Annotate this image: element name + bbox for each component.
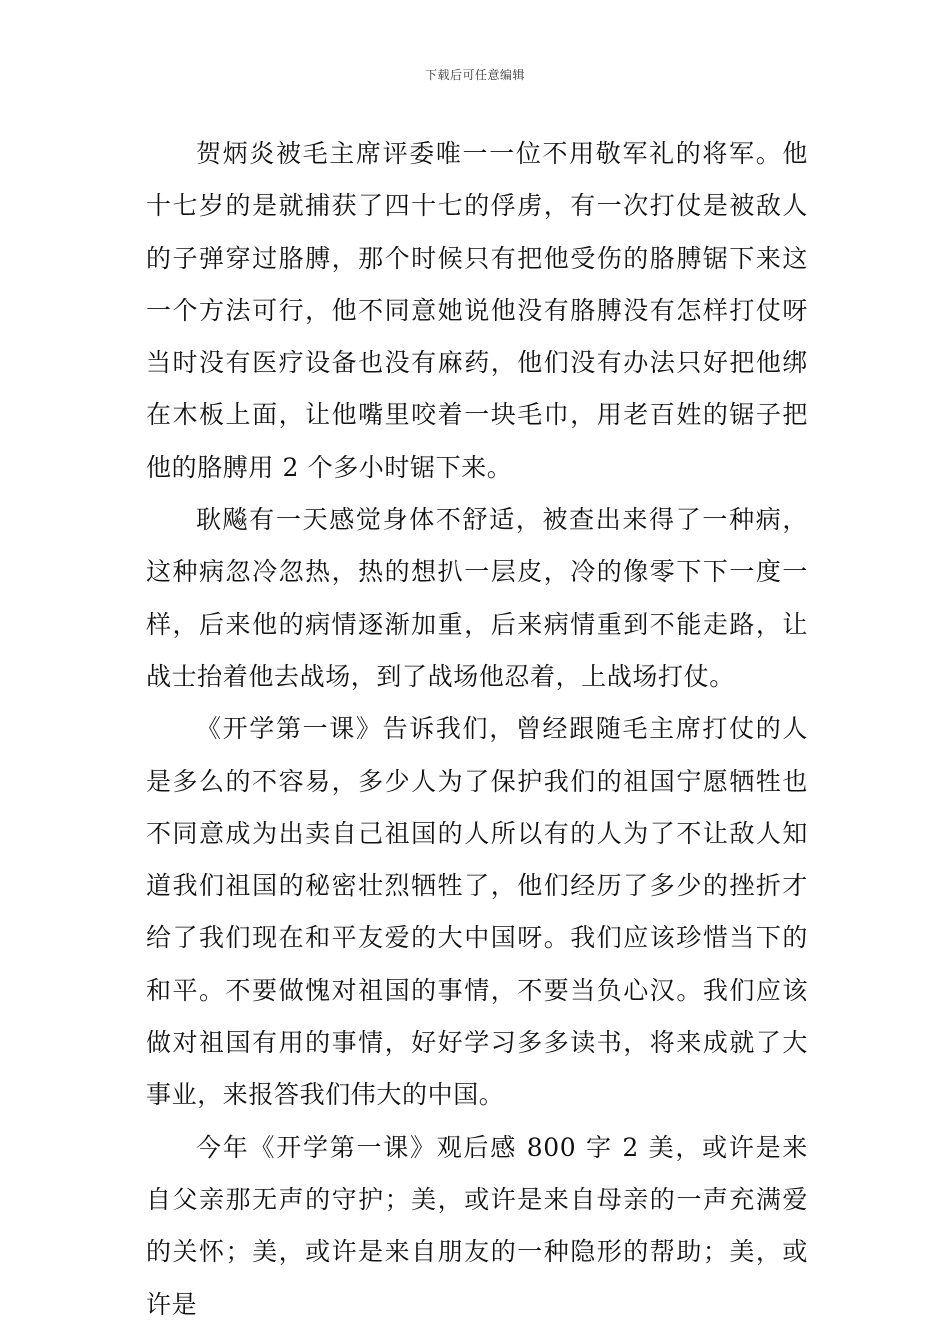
document-body	[146, 128, 808, 1331]
paragraph-2: 耿飚有一天感觉身体不舒适，被查出来得了一种病，这种病忽冷忽热，热的想扒一层皮，冷的像零下下一度一样，后来他的病情逐渐加重，后来病情重到不能走路，让战士抬着他去战场，到了战场他忍着，上战场打仗。	[146, 505, 808, 691]
paragraph-4: 今年《开学第一课》观后感 800 字 2 美，或许是来自父亲那无声的守护；美，或许是来自母亲的一声充满爱的关怀；美，或许是来自朋友的一种隐形的帮助；美，或许是	[146, 1132, 808, 1319]
paragraph-1: 贺炳炎被毛主席评委唯一一位不用敬军礼的将军。他十七岁的是就捕获了四十七的俘虏，有一次打仗是被敌人的子弹穿过胳膊，那个时候只有把他受伤的胳膊锯下来这一个方法可行，他不同意她说他没有胳膊没有怎样打仗呀当时没有医疗设备也没有麻药，他们没有办法只好把他绑在木板上面，让他嘴里咬着一块毛巾，用老百姓的锯子把他的胳膊用 2 个多小时锯下来。	[146, 139, 808, 482]
page-header: 下载后可任意编辑	[424, 68, 525, 82]
paragraph-3: 《开学第一课》告诉我们，曾经跟随毛主席打仗的人是多么的不容易，多少人为了保护我们的祖国宁愿牺牲也不同意成为出卖自己祖国的人所以有的人为了不让敌人知道我们祖国的秘密壮烈牺牲了，他们经历了多少的挫折才给了我们现在和平友爱的大中国呀。我们应该珍惜当下的和平。不要做愧对祖国的事情，不要当负心汉。我们应该做对祖国有用的事情，好好学习多多读书，将来成就了大事业，来报答我们伟大的中国。	[146, 714, 808, 1110]
